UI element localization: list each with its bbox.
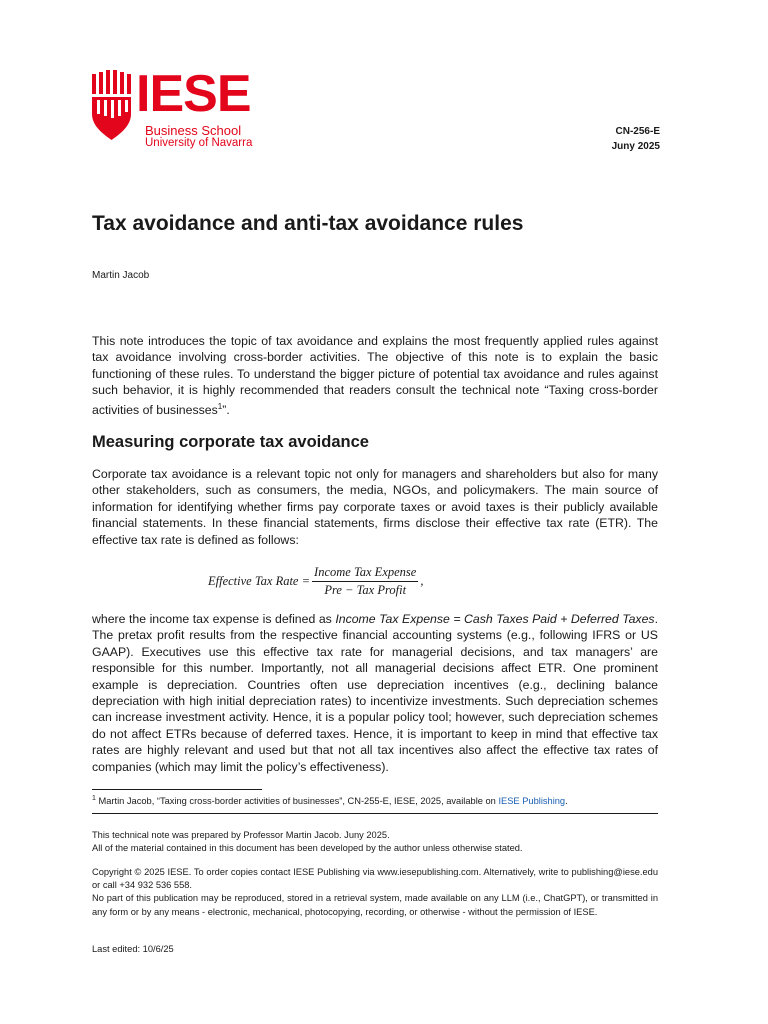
para2-italic-formula: Income Tax Expense = Cash Taxes Paid + Deferred Taxes: [335, 612, 655, 626]
formula-lhs: Effective Tax Rate =: [208, 573, 311, 588]
formula-fraction: [312, 565, 418, 598]
prepared-line-1: This technical note was prepared by Professor Martin Jacob. Juny 2025.: [92, 830, 390, 840]
para2-start: where the income tax expense is defined as: [92, 612, 336, 626]
etr-formula: [208, 563, 423, 599]
formula-numerator: Income Tax Expense: [312, 565, 418, 582]
document-title: Tax avoidance and anti-tax avoidance rules: [92, 212, 524, 235]
document-reference: [612, 124, 660, 154]
logo-subtitle-university: University of Navarra: [145, 137, 253, 149]
section-heading: Measuring corporate tax avoidance: [92, 433, 369, 451]
formula-denominator: Pre − Tax Profit: [324, 582, 407, 597]
intro-paragraph: [92, 333, 658, 418]
iese-shield-icon: [92, 70, 134, 152]
intro-text: This note introduces the topic of tax avoidance and explains the most frequently applied rules against tax avoidance involving cross-border activities. The objective of this note is to explain the basic functioning of these rules. To understand the bigger picture of potential tax avoidance and rules against such behavior, it is highly recommended that readers consult the technical note “Taxing cross-border activities of businesses: [92, 334, 658, 417]
copyright-paragraph-2: No part of this publication may be reproduced, stored in a retrieval system, made available on any LLM (i.e., ChatGPT), or transmitted in any form or by any means - electronic, mechanical, photocopying, recording, or otherwise - without the permission of IESE.: [92, 893, 658, 917]
footnote-number: 1: [92, 795, 96, 802]
logo-subtitle-business-school: Business School: [145, 123, 242, 138]
document-date: Juny 2025: [611, 141, 660, 152]
footnote-divider: [92, 789, 262, 790]
copyright-paragraph-1: Copyright © 2025 IESE. To order copies contact IESE Publishing via www.iesepublishing.com. Alternatively, write to publishing@iese.edu or call +34 932 536 558.: [92, 867, 658, 891]
footer-divider: [92, 813, 658, 814]
copyright-notice: [92, 866, 658, 919]
footnote-ref: 1: [217, 401, 223, 411]
prepared-line-2: All of the material contained in this document has been developed by the author unless otherwise stated.: [92, 843, 523, 854]
iese-logo: [92, 65, 262, 152]
last-edited: Last edited: 10/6/25: [92, 944, 174, 954]
logo-wordmark: IESE: [136, 65, 251, 123]
body-paragraph-1: Corporate tax avoidance is a relevant topic not only for managers and shareholders but also for many other stakeholders, such as consumers, the media, NGOs, and policymakers. The main source of information for identifying whether firms pay corporate taxes or avoid taxes is their publicly available financial statements. In these financial statements, firms disclose their effective tax rate (ETR). The effective tax rate is defined as follows:: [92, 467, 658, 547]
body-paragraph-2: [92, 611, 658, 775]
iese-publishing-link[interactable]: IESE Publishing: [498, 796, 566, 807]
formula-trail: ,: [420, 573, 424, 588]
intro-end: ”.: [222, 402, 230, 417]
author: Martin Jacob: [92, 270, 150, 281]
footnote-end: .: [565, 796, 568, 807]
footnote: [92, 795, 568, 806]
para2-rest: . The pretax profit results from the respective financial accounting systems (e.g., following IFRS or US GAAP). Executives use this effective tax rate for managerial decisions, and tax managers’ are responsible for this number. Importantly, not all managerial decisions affect ETR. One prominent example is depreciation. Countries often use depreciation incentives (e.g., declining balance depreciation with high initial depreciation rates) to incentivize investments. Such depreciation schemes can increase investment activity. Hence, it is a popular policy tool; however, such depreciation schemes do not affect ETRs because of deferred taxes. Hence, it is important to keep in mind that effective tax rates are highly relevant and used but that not all tax incentives also affect the effective tax rates of companies (which may limit the policy’s effectiveness).: [92, 612, 658, 774]
prepared-note: [92, 829, 658, 855]
footnote-text: Martin Jacob, “Taxing cross-border activities of businesses”, CN-255-E, IESE, 2025, available on: [95, 796, 499, 807]
document-code: CN-256-E: [615, 126, 660, 137]
